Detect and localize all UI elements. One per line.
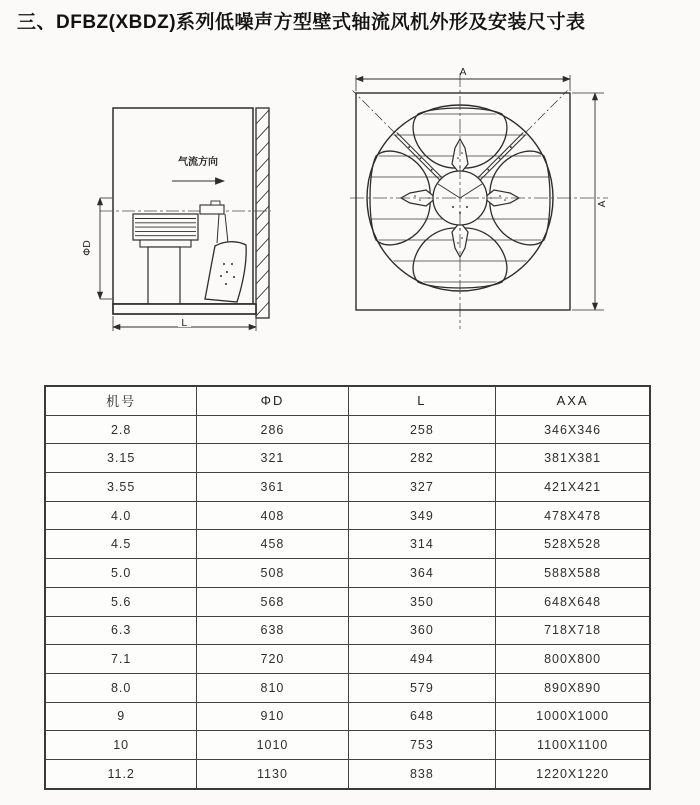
cell-model-number: 10	[45, 731, 197, 760]
table-row	[45, 759, 650, 788]
cell-value: 579	[348, 673, 496, 702]
table-row	[45, 530, 650, 559]
cell-value: 810	[197, 673, 348, 702]
cell-value: 648X648	[496, 587, 650, 616]
cell-value: 350	[348, 587, 496, 616]
cell-value: 1130	[197, 759, 348, 788]
diameter-dimension-label: ΦD	[82, 240, 93, 256]
cell-model-number: 3.55	[45, 473, 197, 502]
airflow-direction-label: 气流方向	[178, 157, 218, 168]
cell-value: 494	[348, 645, 496, 674]
cell-model-number: 9	[45, 702, 197, 731]
cell-value: 381X381	[496, 444, 650, 473]
cell-value: 458	[197, 530, 348, 559]
cell-value: 408	[197, 501, 348, 530]
table-section	[44, 385, 651, 790]
cell-value: 753	[348, 731, 496, 760]
cell-value: 910	[197, 702, 348, 731]
side-view-drawing	[78, 80, 288, 345]
table-row	[45, 645, 650, 674]
cell-model-number: 6.3	[45, 616, 197, 645]
header-length: L	[348, 386, 496, 415]
motor	[133, 214, 198, 247]
front-view-drawing	[350, 66, 615, 336]
cell-value: 588X588	[496, 559, 650, 588]
cell-model-number: 4.0	[45, 501, 197, 530]
cell-value: 718X718	[496, 616, 650, 645]
cell-model-number: 5.0	[45, 559, 197, 588]
cell-value: 720	[197, 645, 348, 674]
cell-value: 890X890	[496, 673, 650, 702]
cell-value: 421X421	[496, 473, 650, 502]
wall-hatch	[256, 108, 269, 318]
table-body	[45, 415, 650, 788]
cell-value: 478X478	[496, 501, 650, 530]
cell-value: 1100X1100	[496, 731, 650, 760]
table-row	[45, 415, 650, 444]
fan-blade-side	[205, 242, 246, 302]
cell-value: 258	[348, 415, 496, 444]
shaft-assembly	[200, 201, 228, 243]
cell-value: 800X800	[496, 645, 650, 674]
cell-model-number: 3.15	[45, 444, 197, 473]
cell-value: 648	[348, 702, 496, 731]
table-row	[45, 731, 650, 760]
cell-model-number: 8.0	[45, 673, 197, 702]
cell-value: 638	[197, 616, 348, 645]
cell-value: 528X528	[496, 530, 650, 559]
motor-support-column	[148, 247, 180, 304]
cell-model-number: 4.5	[45, 530, 197, 559]
base-plate	[113, 304, 256, 314]
dimensions-table	[44, 385, 651, 790]
table-row	[45, 559, 650, 588]
page-title: 三、DFBZ(XBDZ)系列低噪声方型壁式轴流风机外形及安装尺寸表	[17, 12, 586, 33]
table-row	[45, 702, 650, 731]
cell-value: 838	[348, 759, 496, 788]
header-opening-size: AXA	[496, 386, 650, 415]
cell-model-number: 11.2	[45, 759, 197, 788]
cell-value: 360	[348, 616, 496, 645]
cell-value: 286	[197, 415, 348, 444]
diameter-dimension	[100, 198, 112, 299]
cell-value: 346X346	[496, 415, 650, 444]
cell-value: 361	[197, 473, 348, 502]
cell-value: 1000X1000	[496, 702, 650, 731]
cell-value: 508	[197, 559, 348, 588]
width-dimension-label: A	[459, 67, 467, 78]
cell-value: 568	[197, 587, 348, 616]
cell-value: 364	[348, 559, 496, 588]
height-dimension-label: A	[597, 200, 608, 208]
cell-value: 1010	[197, 731, 348, 760]
cell-value: 1220X1220	[496, 759, 650, 788]
cell-value: 282	[348, 444, 496, 473]
cell-value: 321	[197, 444, 348, 473]
cell-model-number: 5.6	[45, 587, 197, 616]
table-row	[45, 587, 650, 616]
table-row	[45, 501, 650, 530]
cell-model-number: 2.8	[45, 415, 197, 444]
length-dimension-label: L	[181, 318, 187, 329]
cell-value: 349	[348, 501, 496, 530]
cell-value: 314	[348, 530, 496, 559]
header-diameter: ΦD	[197, 386, 348, 415]
table-row	[45, 473, 650, 502]
header-model-number: 机号	[45, 386, 197, 415]
table-row	[45, 616, 650, 645]
cell-model-number: 7.1	[45, 645, 197, 674]
table-header-row	[45, 386, 650, 415]
cell-value: 327	[348, 473, 496, 502]
table-row	[45, 673, 650, 702]
table-row	[45, 444, 650, 473]
